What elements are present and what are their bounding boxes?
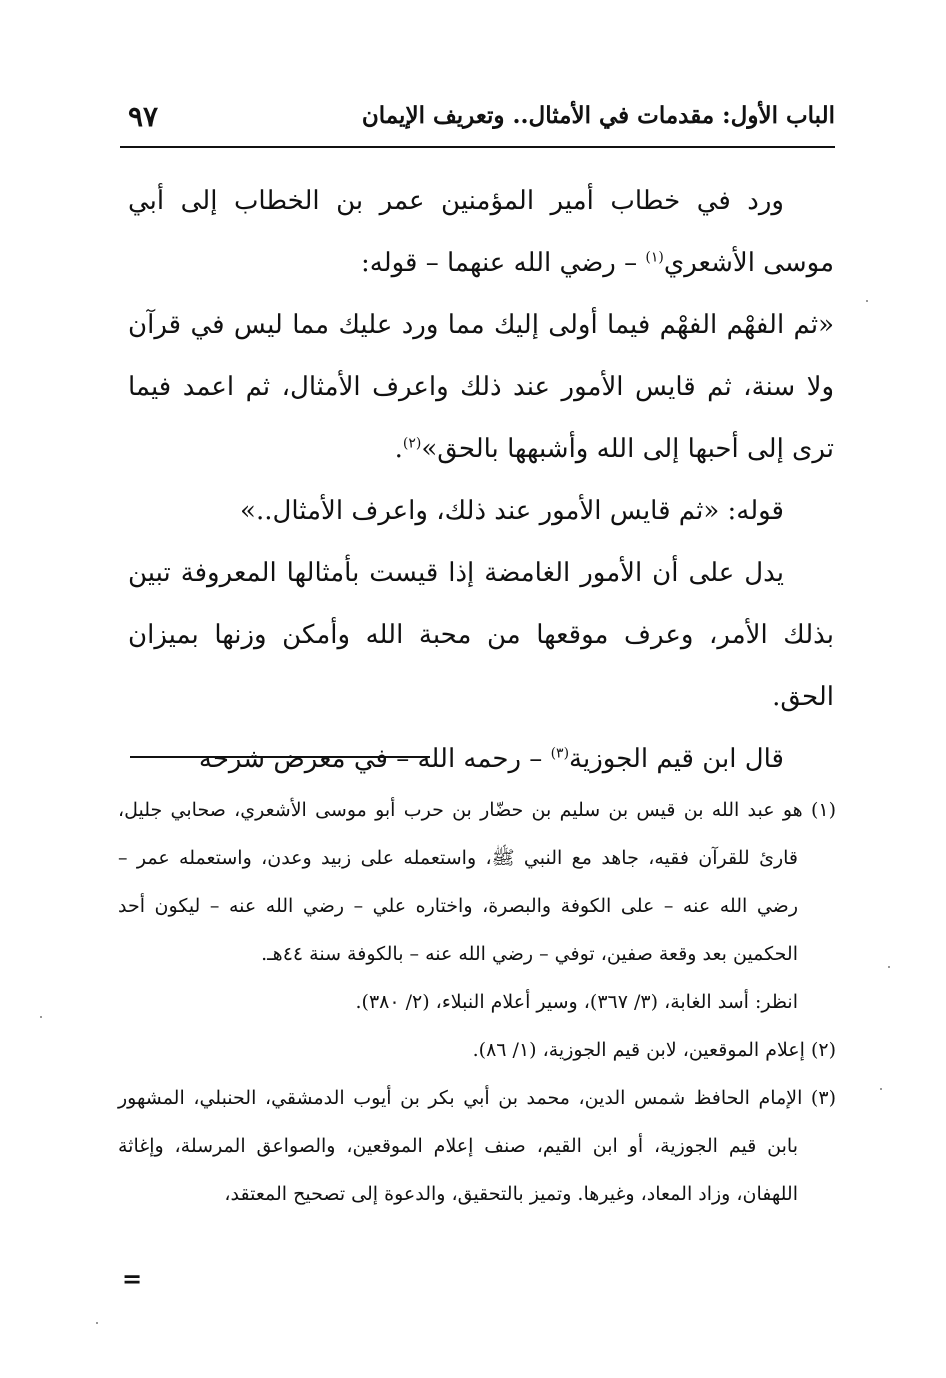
continuation-mark: = bbox=[122, 1264, 143, 1293]
footnote-1: (١) هو عبد الله بن قيس بن سليم بن حضّار بن حرب أبو موسى الأشعري، صحابي جليل، قارئ للقرآن فقيه، جاهد مع النبي ﷺ، واستعمله على زبيد وعدن، واستعمله عمر – رضي الله عنه – على الكوفة والبصرة، واختاره علي – رضي الله عنه – ليكون أحد الحكمين بعد وقعة صفين، توفي – رضي الله عنه – بالكوفة سنة ٤٤هـ. bbox=[118, 799, 836, 965]
page-number: ٩٧ bbox=[128, 100, 159, 133]
paragraph-3: قوله: «ثم قايس الأمور عند ذلك، واعرف الأمثال..» bbox=[240, 496, 784, 526]
paragraph-4: يدل على أن الأمور الغامضة إذا قيست بأمثالها المعروفة تبين بذلك الأمر، وعرف موقعها من محبة الله وأمكن وزنها بميزان الحق. bbox=[128, 558, 834, 712]
footnote-ref-1: (١) bbox=[645, 249, 664, 266]
scan-speck bbox=[880, 1088, 882, 1090]
scan-speck bbox=[866, 300, 868, 302]
paragraph-5 bbox=[128, 728, 834, 790]
footnote-separator bbox=[130, 756, 430, 758]
footnote-ref-2: (٢) bbox=[402, 435, 422, 452]
scan-speck bbox=[96, 1322, 98, 1324]
footnotes bbox=[118, 786, 836, 1218]
paragraph-1 bbox=[128, 170, 834, 294]
scan-speck bbox=[888, 966, 890, 968]
header-rule bbox=[120, 146, 835, 148]
scan-speck bbox=[40, 1016, 42, 1018]
paragraph-1-text-end: – رضي الله عنهما – قوله: bbox=[361, 248, 646, 278]
quote-text-end: . bbox=[394, 434, 403, 464]
footnote-ref-3: (٣) bbox=[550, 745, 570, 762]
running-title: الباب الأول: مقدمات في الأمثال.. وتعريف الإيمان bbox=[361, 102, 835, 129]
paragraph-2 bbox=[128, 294, 834, 480]
paragraph-1-text: ورد في خطاب أمير المؤمنين عمر بن الخطاب إلى أبي موسى الأشعري bbox=[128, 186, 834, 278]
page-header bbox=[120, 100, 835, 140]
main-text bbox=[128, 170, 834, 790]
footnote-3: (٣) الإمام الحافظ شمس الدين، محمد بن أبي بكر بن أيوب الدمشقي، الحنبلي، المشهور بابن قيم الجوزية، أو ابن القيم، صنف إعلام الموقعين، والصواعق المرسلة، وإغاثة اللهفان، وزاد المعاد، وغيرها. وتميز بالتحقيق، والدعوة إلى تصحيح المعتقد، bbox=[118, 1087, 836, 1205]
paragraph-5-text-end: – رحمه الله – في معرض شرحه bbox=[198, 744, 551, 774]
paragraph-5-text: قال ابن قيم الجوزية bbox=[569, 744, 784, 774]
quote-text: «ثم الفهْم الفهْم فيما أولى إليك مما ورد عليك مما ليس في قرآن ولا سنة، ثم قايس الأمور عند ذلك واعرف الأمثال، ثم اعمد فيما ترى إلى أحبها إلى الله وأشبهها بالحق» bbox=[128, 310, 835, 464]
footnote-2: (٢) إعلام الموقعين، لابن قيم الجوزية، (١/ ٨٦). bbox=[472, 1039, 836, 1061]
footnote-1-references: انظر: أسد الغابة، (٣/ ٣٦٧)، وسير أعلام النبلاء، (٢/ ٣٨٠). bbox=[355, 991, 798, 1013]
